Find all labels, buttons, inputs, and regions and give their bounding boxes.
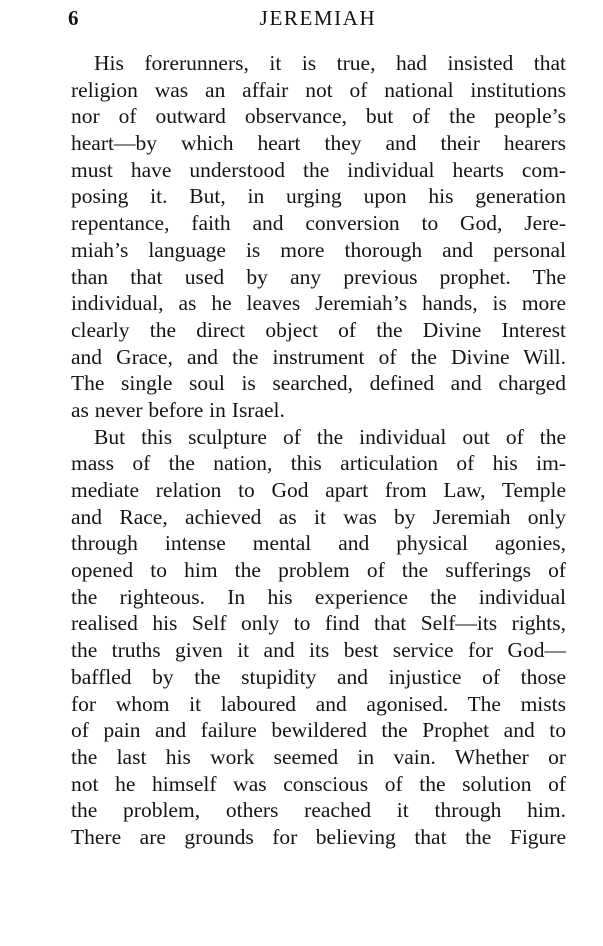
text-line: repentance, faith and conversion to God, Jere- [71,211,566,236]
page-number: 6 [68,6,79,30]
text-line: opened to him the problem of the sufferings of [71,558,566,583]
text-line: There are grounds for believing that the Figure [71,824,566,849]
text-line: mediate relation to God apart from Law, Temple [71,478,566,502]
text-line: as never before in Israel. [71,397,285,422]
text-line: His forerunners, it is true, had insisted that [94,51,566,75]
text-line: The single soul is searched, defined and charged [71,371,566,396]
paragraph [71,50,566,424]
running-title: JEREMIAH [259,6,377,30]
text-line: and Grace, and the instrument of the Divine Will. [71,344,566,369]
text-line: the righteous. In his experience the individual [71,584,566,609]
text-line: the truths given it and its best service for God— [71,638,566,663]
text-line: mass of the nation, this articulation of his im- [71,451,566,476]
text-line: the last his work seemed in vain. Whether or [71,744,566,769]
body-text [71,50,566,851]
text-line: But this sculpture of the individual out of the [94,424,566,449]
text-line: must have understood the individual hearts com- [71,157,566,182]
running-head [68,6,568,36]
text-line: clearly the direct object of the Divine Interest [71,317,566,342]
text-line: individual, as he leaves Jeremiah’s hands, is more [71,291,566,316]
text-line: the problem, others reached it through him. [71,798,566,823]
text-line: heart—by which heart they and their hearers [71,131,566,156]
text-line: not he himself was conscious of the solution of [71,771,566,796]
text-line: baffled by the stupidity and injustice of those [71,664,566,689]
text-line: religion was an affair not of national institutions [71,77,566,102]
text-line: for whom it laboured and agonised. The mists [71,691,566,716]
text-line: of pain and failure bewildered the Prophet and to [71,718,566,743]
text-line: miah’s language is more thorough and personal [71,237,566,262]
text-line: posing it. But, in urging upon his generation [71,184,566,209]
text-line: than that used by any previous prophet. The [71,264,566,289]
text-line: realised his Self only to find that Self—its rights, [71,611,566,636]
text-line: through intense mental and physical agonies, [71,531,566,556]
text-line: nor of outward observance, but of the people’s [71,104,566,129]
paragraph [71,424,566,851]
text-line: and Race, achieved as it was by Jeremiah only [71,504,566,529]
